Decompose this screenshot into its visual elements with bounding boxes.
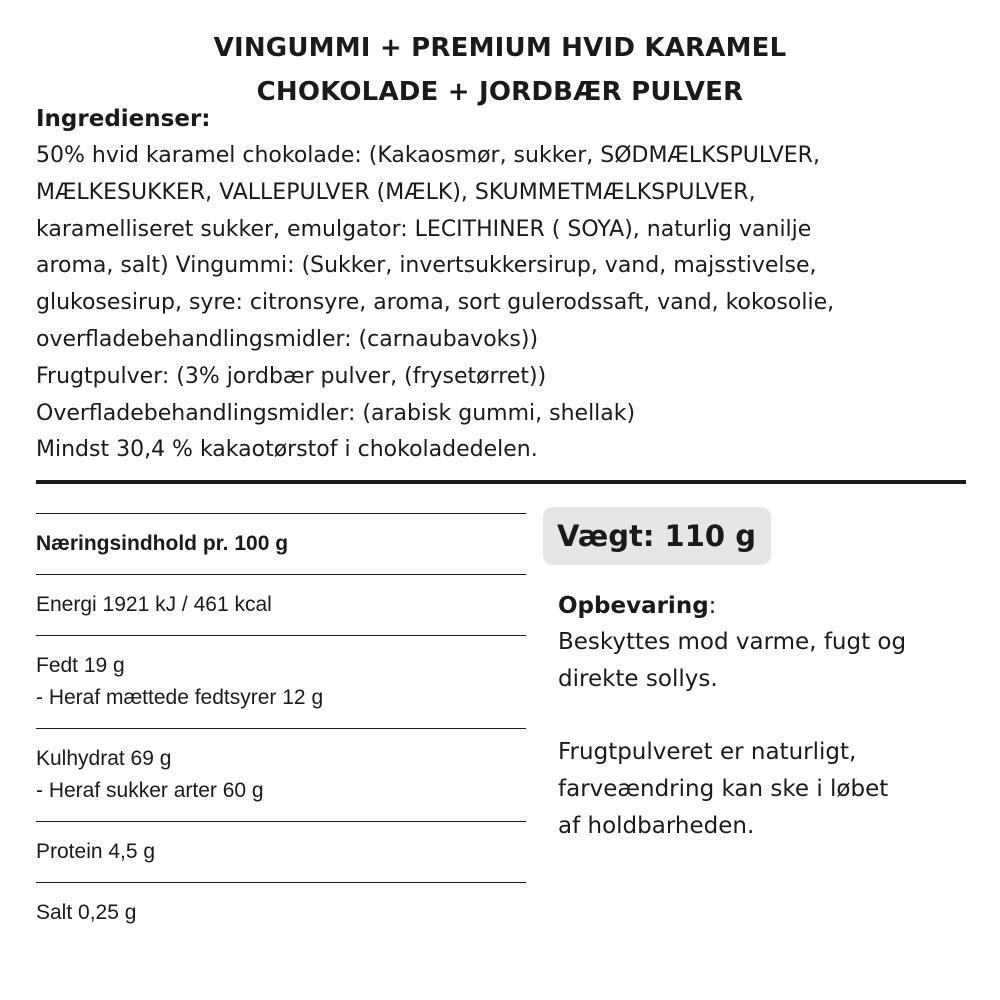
ingredients-line: Overfladebehandlingsmidler: (arabisk gummi, shellak) <box>36 400 636 426</box>
weight-badge: Vægt: 110 g <box>543 507 771 565</box>
nutrition-value: Protein 4,5 g <box>36 840 156 863</box>
ingredients-line: MÆLKESUKKER, VALLEPULVER (MÆLK), SKUMMETMÆLKSPULVER, <box>36 179 756 205</box>
nutrition-header-label: Næringsindhold pr. 100 g <box>36 532 289 555</box>
nutrition-header <box>36 514 526 574</box>
nutrition-value: Energi 1921 kJ / 461 kcal <box>36 593 272 616</box>
ingredients-line: Frugtpulver: (3% jordbær pulver, (frysetørret)) <box>36 363 547 389</box>
storage-colon: : <box>708 593 717 619</box>
note-line: farveændring kan ske i løbet <box>558 776 889 802</box>
storage-line: direkte sollys. <box>558 666 718 692</box>
storage-heading <box>558 588 978 624</box>
nutrition-value: Kulhydrat 69 g <box>36 747 172 770</box>
ingredients-line: Mindst 30,4 % kakaotørstof i chokoladedelen. <box>36 437 538 463</box>
product-title-line-2: CHOKOLADE + JORDBÆR PULVER <box>256 77 744 107</box>
ingredients-line: overfladebehandlingsmidler: (carnaubavoks)) <box>36 326 539 352</box>
nutrition-row-fat <box>36 636 526 728</box>
nutrition-row-protein <box>36 822 526 882</box>
note-line: af holdbarheden. <box>558 813 755 839</box>
color-change-note <box>558 734 978 845</box>
ingredients-line: aroma, salt) Vingummi: (Sukker, invertsukkersirup, vand, majsstivelse, <box>36 253 817 279</box>
nutrition-table <box>36 513 526 943</box>
ingredients-line: glukosesirup, syre: citronsyre, aroma, sort gulerodssaft, vand, kokosolie, <box>36 290 835 316</box>
nutrition-row-salt <box>36 883 526 943</box>
nutrition-row-energy <box>36 575 526 635</box>
ingredients-label: Ingredienser: <box>36 106 211 132</box>
ingredients-text <box>36 138 966 469</box>
storage-instructions <box>558 624 978 698</box>
nutrition-value: Fedt 19 g <box>36 654 125 677</box>
ingredients-section <box>36 100 966 469</box>
storage-section <box>558 588 978 845</box>
storage-label: Opbevaring <box>558 593 709 619</box>
nutrition-row-carbohydrate <box>36 729 526 821</box>
storage-line: Beskyttes mod varme, fugt og <box>558 629 907 655</box>
note-line: Frugtpulveret er naturligt, <box>558 739 857 765</box>
ingredients-line: 50% hvid karamel chokolade: (Kakaosmør, sukker, SØDMÆLKSPULVER, <box>36 143 820 168</box>
ingredients-line: karamelliseret sukker, emulgator: LECITHINER ( SOYA), naturlig vanilje <box>36 216 812 242</box>
nutrition-value: Salt 0,25 g <box>36 901 137 924</box>
nutrition-subvalue: - Heraf sukker arter 60 g <box>36 779 264 802</box>
nutrition-subvalue: - Heraf mættede fedtsyrer 12 g <box>36 686 324 709</box>
section-divider <box>36 480 966 484</box>
product-title-line-1: VINGUMMI + PREMIUM HVID KARAMEL <box>213 33 787 63</box>
